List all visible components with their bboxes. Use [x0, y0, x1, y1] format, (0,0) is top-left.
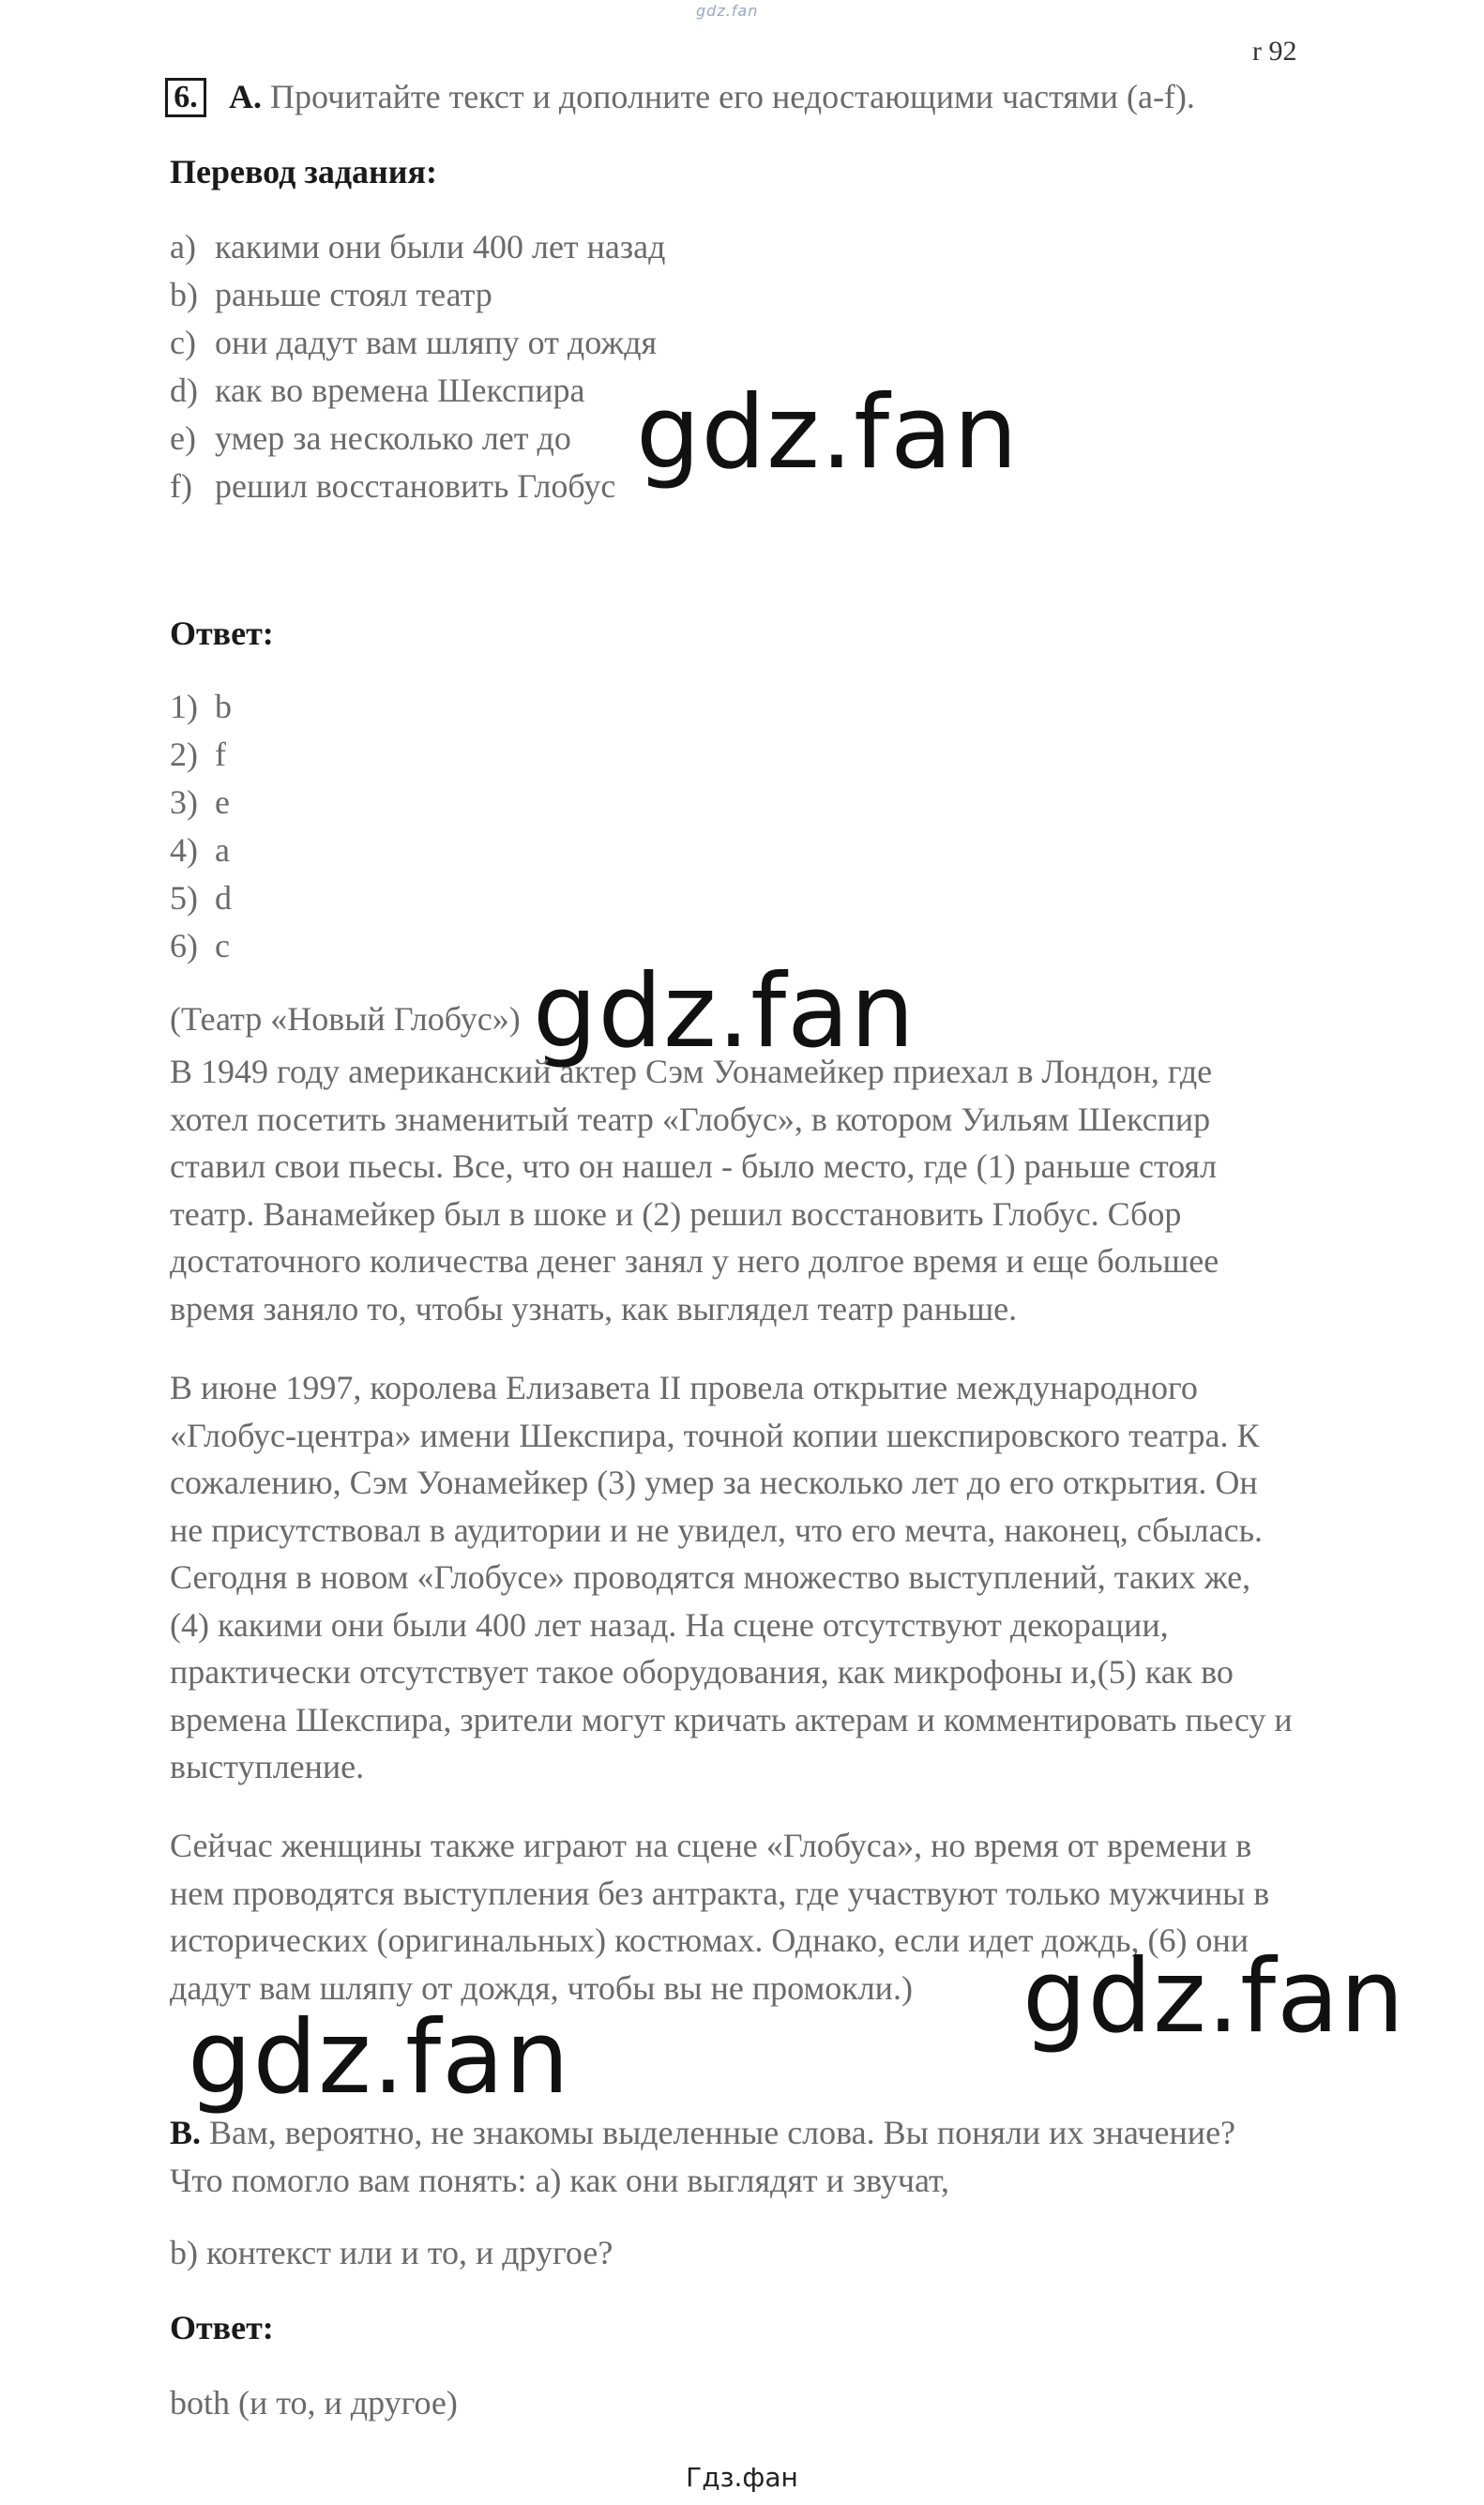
task-letter: A.: [229, 78, 262, 115]
translation-item: [170, 466, 615, 506]
text-line: театр. Ванамейкер был в шоке и (2) решил восстановить Глобус. Сбор: [170, 1194, 1182, 1233]
text-line: В июне 1997, королева Елизавета II провела открытие международного: [170, 1369, 1198, 1406]
text-line: В 1949 году американский актер Сэм Уонамейкер приехал в Лондон, где: [170, 1053, 1213, 1090]
text-line: ставил свои пьесы. Все, что он нашел - было место, где (1) раньше стоял: [170, 1147, 1218, 1185]
answer-value: f: [215, 736, 226, 773]
answer-value: b: [215, 688, 232, 725]
answer-value: a: [215, 831, 230, 869]
text-line: практически отсутствует такое оборудования, как микрофоны и,(5) как во: [170, 1653, 1234, 1691]
watermark: gdz.fan: [636, 374, 1019, 492]
page-number-fragment: r 92: [1252, 38, 1297, 66]
item-marker: e): [170, 419, 196, 457]
answer-value: e: [215, 783, 230, 821]
item-text: какими они были 400 лет назад: [215, 228, 666, 266]
footer-site-name: Гдз.фан: [686, 2462, 798, 2493]
answer-marker: 4): [170, 831, 198, 869]
answer-item: [170, 782, 230, 822]
text-line: «Глобус-центра» имени Шекспира, точной копии шекспировского театра. К: [170, 1416, 1260, 1454]
watermark: gdz.fan: [188, 1999, 570, 2117]
text-line: дадут вам шляпу от дождя, чтобы вы не промокли.): [170, 1968, 913, 2007]
item-marker: f): [170, 467, 192, 505]
answer-b-heading: Ответ:: [170, 2309, 274, 2346]
text-line: выступление.: [170, 1748, 365, 1785]
answer-marker: 6): [170, 927, 198, 964]
text-line: не присутствовал в аудитории и не увидел, что его мечта, наконец, сбылась.: [170, 1511, 1263, 1549]
text-line: сожалению, Сэм Уонамейкер (3) умер за несколько лет до его открытия. Он: [170, 1464, 1258, 1501]
item-text: раньше стоял театр: [215, 276, 492, 313]
task-instruction-text: Прочитайте текст и дополните его недостающими частями (a-f).: [270, 78, 1195, 115]
item-text: решил восстановить Глобус: [215, 467, 616, 505]
text-line: исторических (оригинальных) костюмах. Однако, если идет дождь, (6) они: [170, 1921, 1249, 1959]
item-marker: c): [170, 324, 196, 361]
task-b-line-3: b) контекст или и то, и другое?: [170, 2234, 613, 2271]
translation-item: [170, 227, 665, 266]
answer-b-text: both (и то, и другое): [170, 2384, 458, 2422]
task-instruction: [229, 77, 1195, 116]
answer-item: [170, 830, 230, 870]
watermark: gdz.fan: [1022, 1938, 1405, 2056]
top-watermark: gdz.fan: [696, 2, 759, 20]
translation-item: [170, 323, 657, 362]
answer-item: [170, 687, 232, 726]
item-marker: d): [170, 372, 198, 409]
answer-marker: 5): [170, 879, 198, 917]
answer-marker: 1): [170, 688, 198, 725]
text-line: хотел посетить знаменитый театр «Глобус», в котором Уильям Шекспир: [170, 1100, 1211, 1138]
text-line: Сегодня в новом «Глобусе» проводятся множество выступлений, таких же,: [170, 1558, 1251, 1596]
answer-marker: 3): [170, 783, 198, 821]
item-marker: b): [170, 276, 198, 313]
translation-heading: Перевод задания:: [170, 153, 437, 190]
answer-item: [170, 735, 226, 774]
task-b-text: Вам, вероятно, не знакомы выделенные слова. Вы поняли их значение?: [209, 2114, 1236, 2151]
text-line: (4) какими они были 400 лет назад. На сцене отсутствуют декорации,: [170, 1605, 1169, 1644]
text-line: нем проводятся выступления без антракта, где участвуют только мужчины в: [170, 1874, 1270, 1912]
answer-value: d: [215, 879, 232, 917]
task-b-letter: B.: [170, 2114, 202, 2151]
task-b-line-2: Что помогло вам понять: a) как они выглядят и звучат,: [170, 2162, 950, 2199]
translation-item: [170, 418, 571, 458]
item-text: умер за несколько лет до: [215, 419, 571, 457]
watermark: gdz.fan: [533, 953, 916, 1070]
answer-value: c: [215, 927, 230, 964]
article-paragraph-1: [170, 1048, 1399, 1332]
item-text: как во времена Шекспира: [215, 372, 585, 409]
text-line: достаточного количества денег занял у него долгое время и еще большее: [170, 1242, 1219, 1280]
translation-item: [170, 371, 585, 410]
text-line: Сейчас женщины также играют на сцене «Глобуса», но время от времени в: [170, 1827, 1252, 1864]
answer-item: [170, 878, 232, 918]
article-paragraph-2: [170, 1364, 1399, 1791]
answer-heading: Ответ:: [170, 615, 274, 652]
text-line: время заняло то, чтобы узнать, как выглядел театр раньше.: [170, 1289, 1018, 1328]
task-number-box: 6.: [165, 78, 206, 117]
translation-item: [170, 275, 492, 314]
answer-item: [170, 926, 230, 965]
answer-marker: 2): [170, 736, 198, 773]
text-line: времена Шекспира, зрители могут кричать актерам и комментировать пьесу и: [170, 1700, 1293, 1738]
task-b-line-1: [170, 2113, 1235, 2152]
item-text: они дадут вам шляпу от дождя: [215, 324, 658, 361]
item-marker: a): [170, 228, 196, 266]
article-title: (Театр «Новый Глобус»): [170, 1000, 521, 1038]
